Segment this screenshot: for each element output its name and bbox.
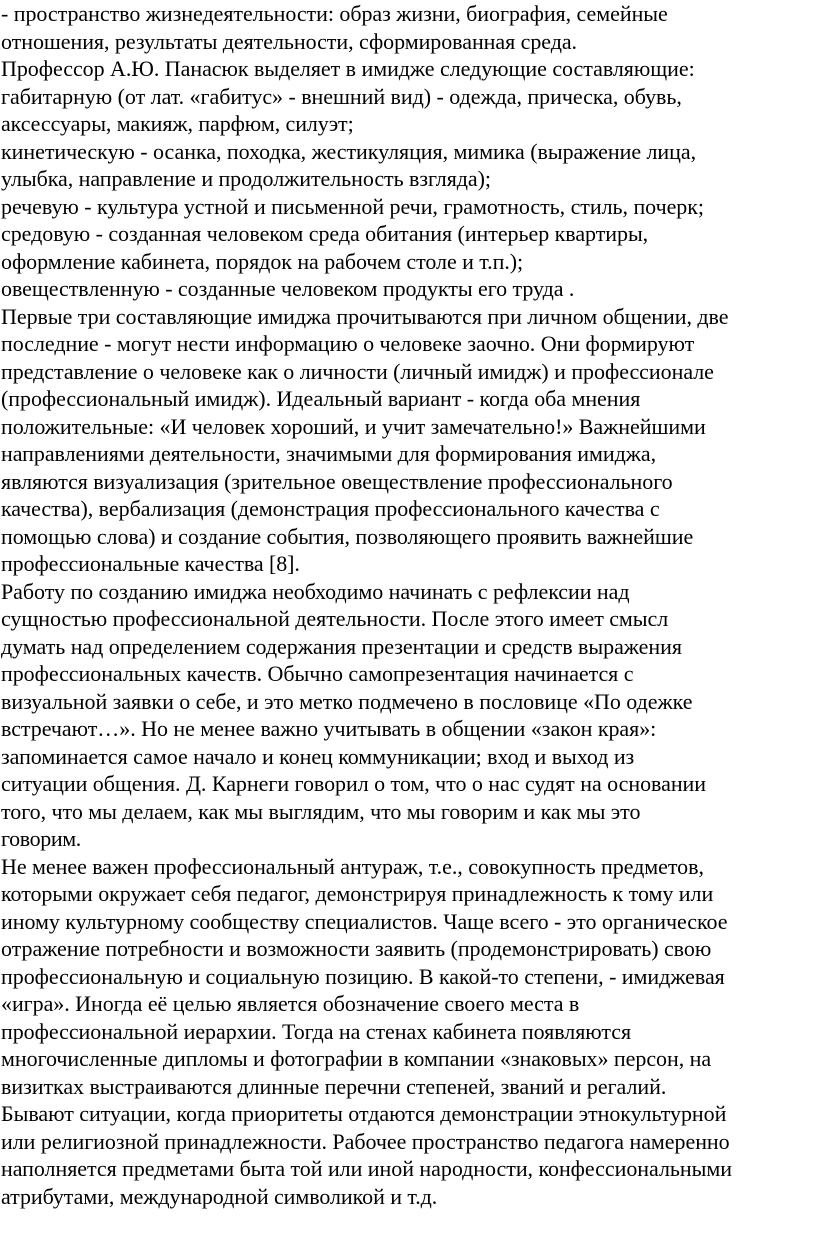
text-line: визуальной заявки о себе, и это метко подмечено в пословице «По одежке [1, 688, 693, 714]
text-line: атрибутами, международной символикой и т.д. [1, 1183, 438, 1209]
text-line: габитарную (от лат. «габитус» - внешний вид) - одежда, прическа, обувь, [1, 83, 682, 109]
text-line: последние - могут нести информацию о человеке заочно. Они формируют [1, 331, 695, 356]
text-line: речевую - культура устной и письменной речи, грамотность, стиль, почерк; [1, 193, 704, 219]
text-line: - пространство жизнедеятельности: образ жизни, биография, семейные [1, 1, 668, 26]
text-line: многочисленные дипломы и фотографии в компании «знаковых» персон, на [1, 1046, 712, 1071]
text-line: встречают…». Но не менее важно учитывать в общении «закон края»: [1, 716, 657, 741]
text-line: являются визуализация (зрительное овеществление профессионального [1, 468, 673, 494]
text-line: Бывают ситуации, когда приоритеты отдаются демонстрации этнокультурной [1, 1101, 727, 1126]
text-line: аксессуары, макияж, парфюм, силуэт; [1, 111, 354, 136]
text-line: (профессиональный имидж). Идеальный вариант - когда оба мнения [1, 386, 641, 411]
text-line: качества), вербализация (демонстрация профессионального качества с [1, 496, 660, 521]
text-line: «игра». Иногда её целью является обозначение своего места в [1, 991, 580, 1016]
text-line: профессиональной иерархии. Тогда на стенах кабинета появляются [1, 1018, 632, 1044]
text-line: помощью слова) и создание события, позволяющего проявить важнейшие [1, 523, 694, 549]
text-line: думать над определением содержания презентации и средств выражения [1, 633, 682, 659]
text-line: Работу по созданию имиджа необходимо начинать с рефлексии над [1, 578, 630, 604]
text-line: представление о человеке как о личности (личный имидж) и профессионале [1, 358, 714, 384]
text-line: Первые три составляющие имиджа прочитываются при личном общении, две [1, 303, 729, 329]
document-body [1, 0, 816, 1210]
text-line: запоминается самое начало и конец коммуникации; вход и выход из [1, 743, 635, 769]
text-line: профессиональных качеств. Обычно самопрезентация начинается с [1, 661, 634, 686]
text-line: направлениями деятельности, значимыми для формирования имиджа, [1, 441, 657, 466]
text-line: Не менее важен профессиональный антураж, т.е., совокупность предметов, [1, 853, 704, 879]
text-line: которыми окружает себя педагог, демонстрируя принадлежность к тому или [1, 881, 714, 906]
text-line: профессиональную и социальную позицию. В какой-то степени, - имиджевая [1, 963, 725, 989]
text-line: визитках выстраиваются длинные перечни степеней, званий и регалий. [1, 1073, 667, 1099]
text-line: овеществленную - созданные человеком продукты его труда . [1, 276, 575, 301]
text-line: средовую - созданная человеком среда обитания (интерьер квартиры, [1, 221, 649, 246]
text-line: или религиозной принадлежности. Рабочее пространство педагога намеренно [1, 1128, 730, 1154]
text-line: иному культурному сообществу специалистов. Чаще всего - это органическое [1, 908, 728, 934]
text-line: наполняется предметами быта той или иной народности, конфессиональными [1, 1156, 732, 1181]
text-line: улыбка, направление и продолжительность взгляда); [1, 166, 491, 191]
text-line: отражение потребности и возможности заявить (продемонстрировать) свою [1, 936, 712, 961]
text-line: положительные: «И человек хороший, и учит замечательно!» Важнейшими [1, 413, 706, 439]
text-line: кинетическую - осанка, походка, жестикуляция, мимика (выражение лица, [1, 138, 697, 164]
text-line: Профессор А.Ю. Панасюк выделяет в имидже следующие составляющие: [1, 56, 695, 81]
text-line: оформление кабинета, порядок на рабочем столе и т.п.); [1, 248, 524, 274]
text-line: профессиональные качества [8]. [1, 551, 300, 576]
text-line: отношения, результаты деятельности, сформированная среда. [1, 28, 577, 54]
text-line: говорим. [1, 826, 81, 851]
text-line: ситуации общения. Д. Карнеги говорил о том, что о нас судят на основании [1, 771, 707, 796]
text-line: того, что мы делаем, как мы выглядим, что мы говорим и как мы это [1, 798, 641, 824]
text-line: сущностью профессиональной деятельности. После этого имеет смысл [1, 606, 669, 631]
